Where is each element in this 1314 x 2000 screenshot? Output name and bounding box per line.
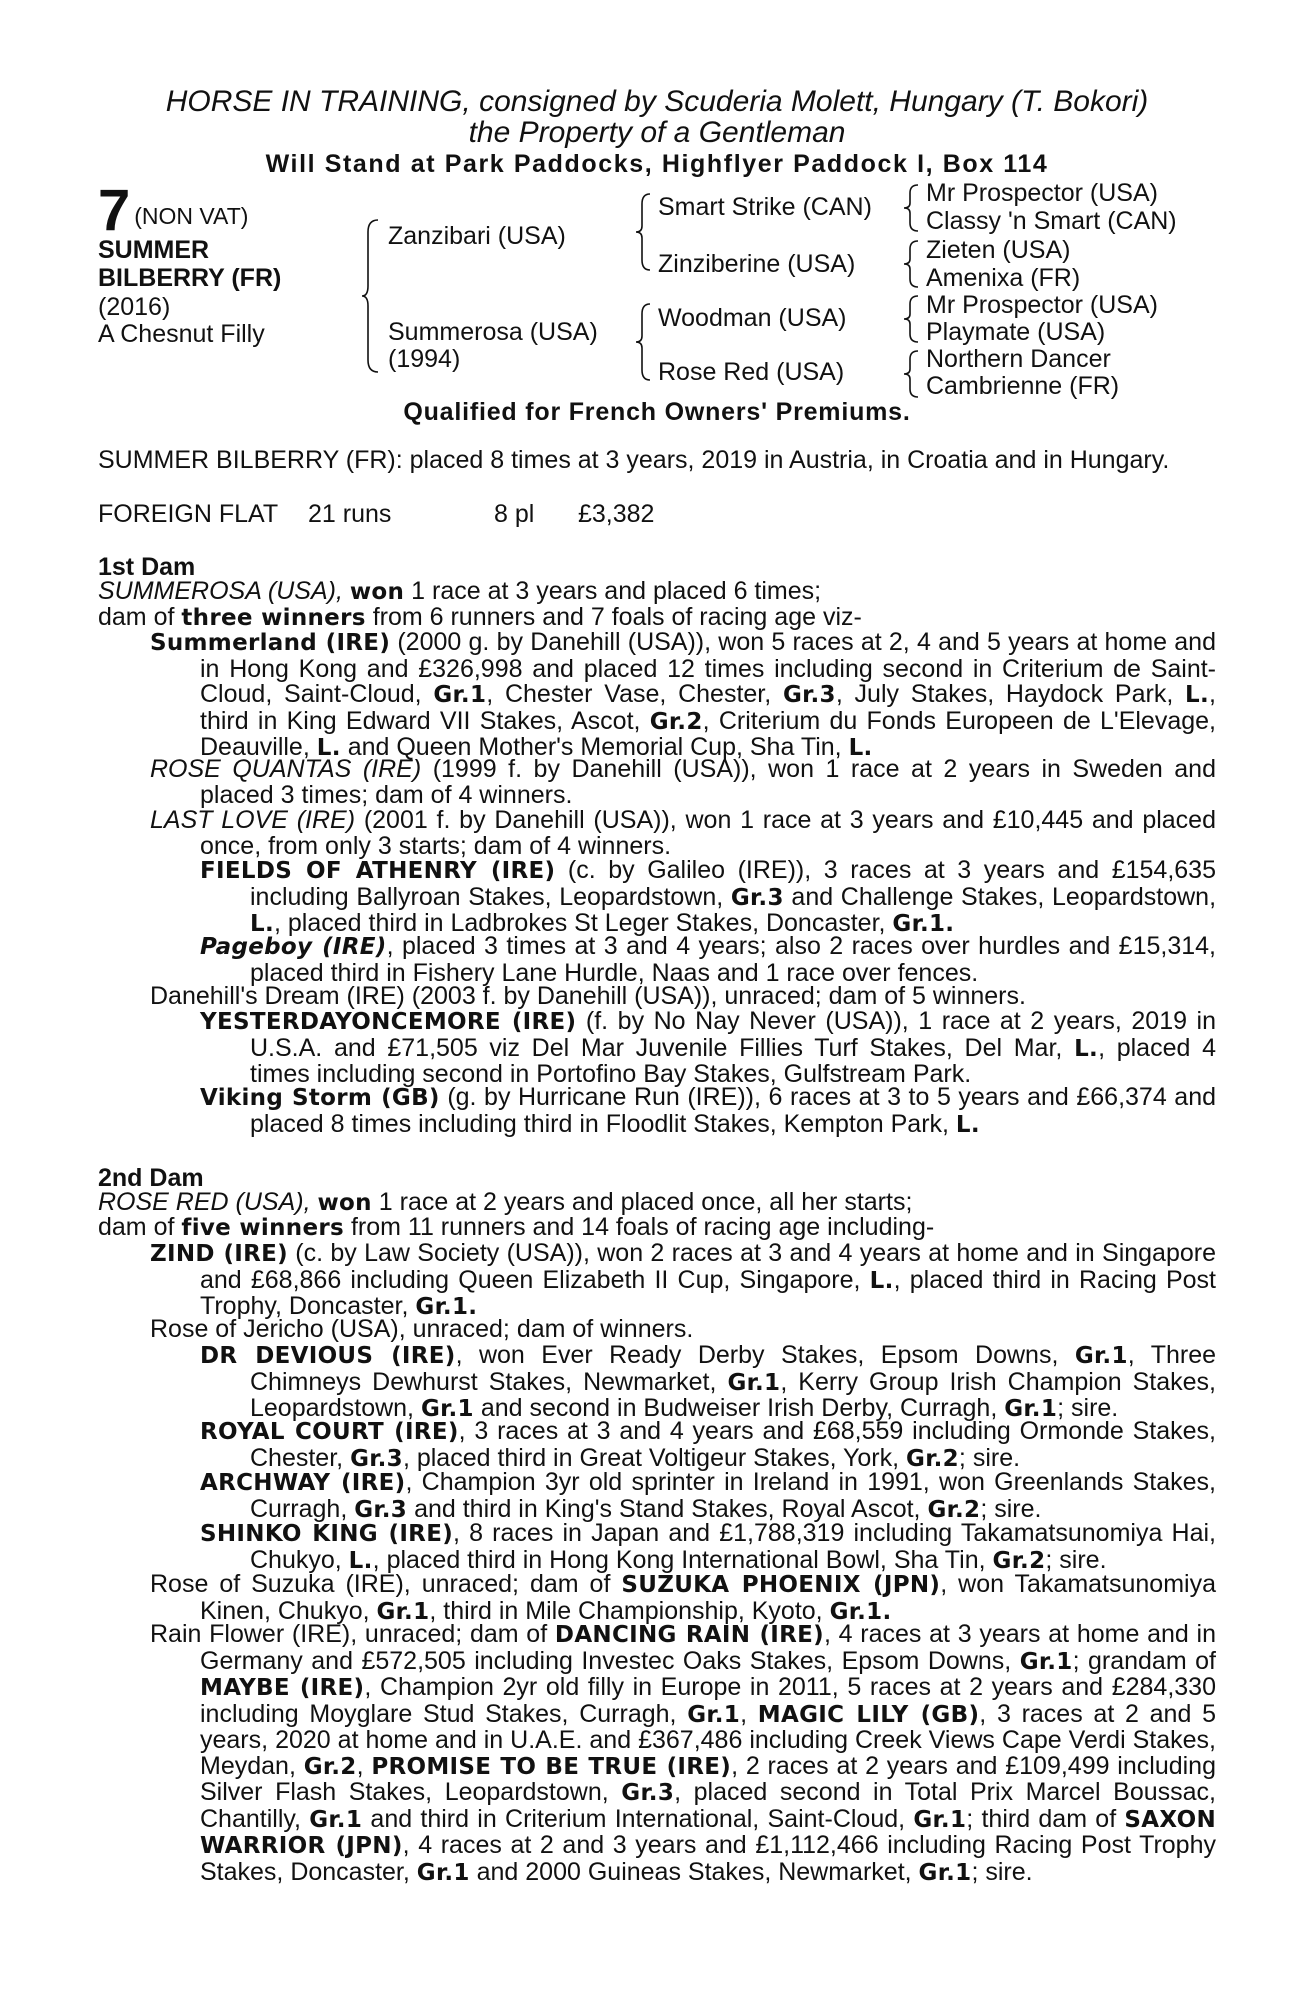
pedigree-sss: Mr Prospector (USA) (926, 179, 1158, 207)
header-location: Will Stand at Park Paddocks, Highflyer Paddock I, Box 114 (265, 150, 1049, 178)
produce-danehills-dream: Danehill's Dream (IRE) (2003 f. by Danehill (USA)), unraced; dam of 5 winners. (150, 982, 1026, 1010)
pedigree-dds: Northern Dancer (926, 345, 1111, 373)
produce-shinko-king: SHINKO KING (IRE), 8 races in Japan and £1,788,319 including Takamatsunomiya Hai, Chukyo, L., placed third in Hong Kong International Bowl, Sha Tin, Gr.2; sire. (200, 1519, 1216, 1574)
horse-name-line1: SUMMER (98, 236, 210, 264)
pedigree-dsd: Playmate (USA) (926, 318, 1106, 346)
second-dam-heading: 2nd Dam (98, 1164, 204, 1192)
produce-royal-court: ROYAL COURT (IRE), 3 races at 3 and 4 years and £68,559 including Ormonde Stakes, Chester, Gr.3, placed third in Great Voltigeur Stakes, York, Gr.2; sire. (200, 1417, 1216, 1472)
pedigree-bracket-sire (634, 192, 654, 272)
foreign-flat-label: FOREIGN FLAT (98, 500, 279, 528)
foreign-flat-runs: 21 runs (308, 500, 392, 528)
pedigree-ssd: Classy 'n Smart (CAN) (926, 207, 1177, 235)
pedigree-bracket-dam (634, 302, 654, 382)
pedigree-dam: Summerosa (USA) (388, 318, 598, 346)
horse-description: A Chesnut Filly (98, 320, 265, 348)
produce-last-love: LAST LOVE (IRE) (2001 f. by Danehill (USA)), won 1 race at 3 years and £10,445 and placed once, from only 3 starts; dam of 4 winners. (150, 806, 1216, 860)
lot-number-block (98, 178, 249, 243)
header-consignor: HORSE IN TRAINING, consigned by Scuderia Molett, Hungary (T. Bokori) (165, 85, 1149, 118)
vat-status: (NON VAT) (134, 203, 249, 229)
pedigree-ss: Smart Strike (CAN) (658, 193, 872, 221)
produce-archway: ARCHWAY (IRE), Champion 3yr old sprinter in Ireland in 1991, won Greenlands Stakes, Curragh, Gr.3 and third in King's Stand Stakes, Royal Ascot, Gr.2; sire. (200, 1468, 1217, 1523)
first-dam-name: SUMMEROSA (USA), (98, 577, 343, 605)
pedigree-ds: Woodman (USA) (658, 304, 847, 332)
pedigree-ddd: Cambrienne (FR) (926, 372, 1120, 400)
second-dam-intro: ROSE RED (USA), won 1 race at 2 years and placed once, all her starts; (98, 1188, 913, 1216)
pedigree-sds: Zieten (USA) (926, 236, 1071, 264)
header-property: the Property of a Gentleman (468, 116, 846, 149)
race-summary: SUMMER BILBERRY (FR): placed 8 times at 3 years, 2019 in Austria, in Croatia and in Hungary. (98, 446, 1170, 474)
foreign-flat-earnings: £3,382 (578, 500, 655, 528)
pedigree-dd: Rose Red (USA) (658, 358, 845, 386)
first-dam-intro: SUMMEROSA (USA), won 1 race at 3 years and placed 6 times; (98, 577, 822, 605)
produce-rose-quantas: ROSE QUANTAS (IRE) (1999 f. by Danehill (USA)), won 1 race at 2 years in Sweden and placed 3 times; dam of 4 winners. (150, 755, 1216, 809)
pedigree-bracket-main (360, 218, 384, 374)
second-dam-produce-summary: dam of five winners from 11 runners and 14 foals of racing age including- (98, 1213, 935, 1241)
lot-number: 7 (98, 178, 131, 243)
pedigree-bracket-ds (902, 294, 922, 344)
produce-yesterdayoncemore: YESTERDAYONCEMORE (IRE) (f. by No Nay Never (USA)), 1 race at 2 years, 2019 in U.S.A. and £71,505 viz Del Mar Juvenile Fillies Turf Stakes, Del Mar, L., placed 4 times including second in Portofino Bay Stakes, Gulfstream Park. (200, 1007, 1217, 1088)
produce-rose-of-jericho: Rose of Jericho (USA), unraced; dam of winners. (150, 1315, 694, 1343)
horse-year: (2016) (98, 293, 171, 321)
pedigree-sd: Zinziberine (USA) (658, 250, 856, 278)
horse-name-line2: BILBERRY (FR) (98, 264, 282, 292)
pedigree-bracket-sd (902, 239, 922, 289)
produce-rose-of-suzuka: Rose of Suzuka (IRE), unraced; dam of SUZUKA PHOENIX (JPN), won Takamatsunomiya Kinen, Chukyo, Gr.1, third in Mile Championship, Kyoto, Gr.1. (150, 1570, 1216, 1625)
produce-pageboy: Pageboy (IRE), placed 3 times at 3 and 4 years; also 2 races over hurdles and £15,314, placed third in Fishery Lane Hurdle, Naas and 1 race over fences. (200, 932, 1217, 987)
produce-dr-devious: DR DEVIOUS (IRE), won Ever Ready Derby Stakes, Epsom Downs, Gr.1, Three Chimneys Dewhurst Stakes, Newmarket, Gr.1, Kerry Group Irish Champion Stakes, Leopardstown, Gr.1 and second in Budweiser Irish Derby, Curragh, Gr.1; sire. (200, 1341, 1217, 1422)
pedigree-bracket-dd (902, 349, 922, 399)
second-dam-name: ROSE RED (USA), (98, 1188, 311, 1216)
produce-viking-storm: Viking Storm (GB) (g. by Hurricane Run (IRE)), 6 races at 3 to 5 years and £66,374 and placed 8 times including third in Floodlit Stakes, Kempton Park, L. (200, 1083, 1217, 1138)
produce-summerland: Summerland (IRE) (2000 g. by Danehill (USA)), won 5 races at 2, 4 and 5 years at home and in Hong Kong and £326,998 and placed 12 times including second in Criterium de Saint-Cloud, Saint-Cloud, Gr.1, Chester Vase, Chester, Gr.3, July Stakes, Haydock Park, L., third in King Edward VII Stakes, Ascot, Gr.2, Criterium du Fonds Europeen de L'Elevage, Deauville, L. and Queen Mother's Memorial Cup, Sha Tin, L. (150, 628, 1216, 761)
foreign-flat-placed: 8 pl (494, 500, 535, 528)
premiums-note: Qualified for French Owners' Premiums. (403, 398, 911, 426)
pedigree-sire: Zanzibari (USA) (388, 222, 566, 250)
produce-fields-of-athenry: FIELDS OF ATHENRY (IRE) (c. by Galileo (IRE)), 3 races at 3 years and £154,635 including Ballyroan Stakes, Leopardstown, Gr.3 and Challenge Stakes, Leopardstown, L., placed third in Ladbrokes St Leger Stakes, Doncaster, Gr.1. (200, 856, 1217, 937)
first-dam-heading: 1st Dam (98, 553, 196, 581)
pedigree-bracket-ss (902, 183, 922, 233)
pedigree-dss: Mr Prospector (USA) (926, 291, 1158, 319)
produce-rain-flower: Rain Flower (IRE), unraced; dam of DANCING RAIN (IRE), 4 races at 3 years at home and in Germany and £572,505 including Investec Oaks Stakes, Epsom Downs, Gr.1; grandam of MAYBE (IRE), Champion 2yr old filly in Europe in 2011, 5 races at 2 years and £284,330 including Moyglare Stud Stakes, Curragh, Gr.1, MAGIC LILY (GB), 3 races at 2 and 5 years, 2020 at home and in U.A.E. and £367,486 including Creek Views Cape Verdi Stakes, Meydan, Gr.2, PROMISE TO BE TRUE (IRE), 2 races at 2 years and £109,499 including Silver Flash Stakes, Leopardstown, Gr.3, placed second in Total Prix Marcel Boussac, Chantilly, Gr.1 and third in Criterium International, Saint-Cloud, Gr.1; third dam of SAXON WARRIOR (JPN), 4 races at 2 and 3 years and £1,112,466 including Racing Post Trophy Stakes, Doncaster, Gr.1 and 2000 Guineas Stakes, Newmarket, Gr.1; sire. (150, 1620, 1217, 1886)
pedigree-dam-year: (1994) (388, 345, 461, 373)
produce-zind: ZIND (IRE) (c. by Law Society (USA)), won 2 races at 3 and 4 years at home and in Singapore and £68,866 including Queen Elizabeth II Cup, Singapore, L., placed third in Racing Post Trophy, Doncaster, Gr.1. (150, 1239, 1216, 1320)
pedigree-sdd: Amenixa (FR) (926, 264, 1081, 292)
first-dam-produce-summary: dam of three winners from 6 runners and 7 foals of racing age viz- (98, 603, 862, 631)
